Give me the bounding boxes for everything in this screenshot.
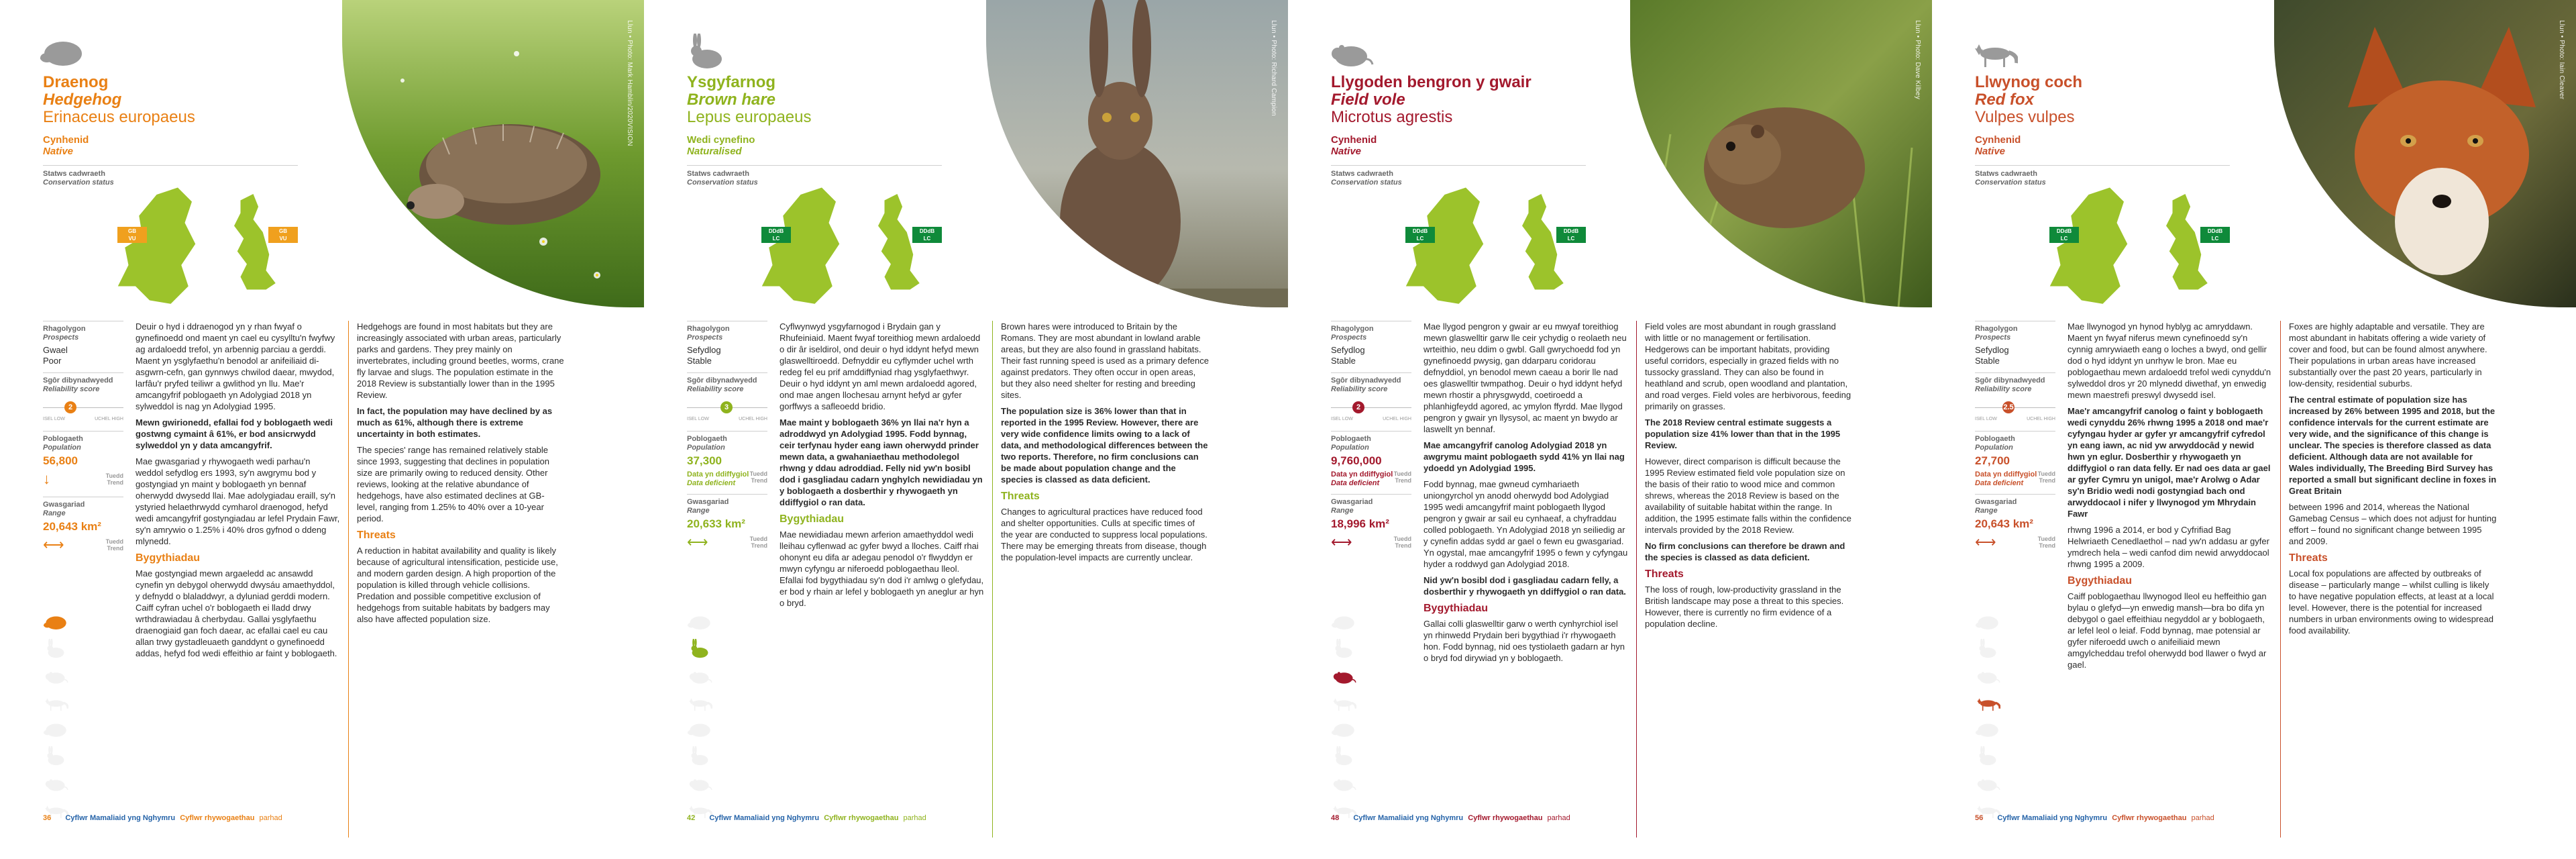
english-name: Field vole — [1331, 91, 1405, 109]
trend-label-en: Trend — [2039, 542, 2055, 549]
latin-name: Lepus europaeus — [687, 108, 812, 126]
trend-label: Tuedd — [1393, 536, 1411, 542]
trend-label: Tuedd — [105, 472, 123, 479]
range-label-en: Range — [43, 509, 66, 517]
trend-label-en: Trend — [1395, 477, 1411, 484]
range-value: 20,643 km² — [1975, 517, 2033, 530]
bold-paragraph: The population size is 36% lower than that in reported in the 1995 Review. However, there are very wide confidence limits owing to a lack of data, and methodological differences between the two reports. Therefore, no firm conclusions can be made about population change and the species is classed as data deficient. — [1001, 406, 1208, 485]
reliability-label: Sgôr dibynadwyedd — [687, 376, 757, 385]
paragraph: between 1996 and 2014, whereas the National Gamebag Census – which does not adjust for hunting effort – found no significant change between 1995 and 2009. — [2289, 502, 2497, 546]
footer — [1331, 814, 1582, 822]
gb-status-badge: GB VU — [268, 227, 298, 243]
english-name: Brown hare — [687, 91, 776, 109]
hare-icon — [1975, 746, 2000, 766]
footer — [1975, 814, 2226, 822]
fox-icon — [687, 693, 712, 713]
photo-credit: Llun • Photo: Richard Campion — [1270, 20, 1277, 116]
fox-icon — [1971, 34, 2018, 70]
section-heading: Threats — [357, 529, 396, 541]
vole-icon — [1975, 666, 2000, 686]
data-deficient-label-en: Data deficient — [1975, 479, 2024, 487]
species-page — [1288, 0, 1932, 859]
english-text-column — [1001, 321, 1209, 568]
column-divider — [348, 321, 349, 838]
population-label-en: Population — [1975, 444, 2013, 452]
status-english: Native — [1975, 146, 2006, 157]
gb-status-badge: DDdB LC — [1556, 227, 1586, 243]
reliability-label: Sgôr dibynadwyedd — [1331, 376, 1401, 385]
hedgehog-icon — [43, 612, 68, 632]
paragraph: Mae gostyngiad mewn argaeledd ac ansawdd cynefin yn debygol oherwydd dwysáu amaethyddol, y defnydd o blaladdwyr, a dyluniad gerddi modern. Caiff cyfran uchel o'r boblogaeth ei lladd drwy wrthdrawiadau â cherbydau. Gallai ysglyfaethu draenogiaid gan foch daear, ac efallai cael eu cau allan trwy gystadleuaeth ganddynt o gynefinoedd addas, hefyd fod wedi effeithio ar faint y boblogaeth. — [136, 568, 337, 658]
gb-status-badge: DDdB LC — [912, 227, 942, 243]
english-text-column — [1645, 321, 1853, 634]
fox-icon — [1331, 693, 1356, 713]
vole-icon — [1327, 34, 1374, 70]
footer — [687, 814, 938, 822]
status-welsh: Cynhenid — [1331, 134, 1377, 146]
section-heading: Threats — [1001, 491, 1040, 502]
species-icon-strip — [687, 612, 715, 827]
hare-icon — [43, 746, 68, 766]
page-number: 48 — [1331, 814, 1340, 822]
prospects-label: Rhagolygon — [687, 325, 730, 333]
hedgehog-icon — [43, 719, 68, 740]
species-title — [1331, 74, 1613, 126]
prospects-label: Rhagolygon — [43, 325, 86, 333]
paragraph: Mae llygod pengron y gwair ar eu mwyaf toreithiog mewn glaswelltir garw lle ceir ychydig o reolaeth neu wrteithio, neu ddim o gwbl. Gall gwrychoedd fod yn gynefinoedd pwysig, gan ddarparu coridorau defnyddiol, yn benodol mewn caeau a borir lle nad oes glaswelltir twmpathog. Deuir o hyd iddynt hefyd mewn rhostir a phrysgwydd, coetiroedd a phlanhigfeydd agored, ac ymylon ffyrdd. Mae llygod pengron y gwair yn llysysol, ac maent yn bwydo ar laswellt yn bennaf. — [1424, 321, 1627, 434]
arrow-both-icon: ⟷ — [1331, 534, 1352, 550]
reliability-dot: 2 — [1352, 401, 1364, 413]
reliability-dot: 2 — [64, 401, 76, 413]
species-page — [644, 0, 1288, 859]
range-label-en: Range — [687, 507, 710, 515]
scale-low: ISEL LOW — [1975, 417, 1997, 421]
english-name: Hedgehog — [43, 91, 122, 109]
population-label: Poblogaeth — [1975, 435, 2015, 443]
latin-name: Vulpes vulpes — [1975, 108, 2075, 126]
vole-icon — [43, 773, 68, 793]
prospects-value: Sefydlog — [1331, 345, 1365, 355]
species-photo — [1630, 0, 1932, 307]
population-label-en: Population — [687, 444, 725, 452]
footer-continued: parhad — [903, 814, 926, 822]
status-english: Native — [43, 146, 74, 157]
prospects-value: Sefydlog — [1975, 345, 2009, 355]
vole-icon — [1975, 773, 2000, 793]
photo-credit: Llun • Photo: Dave Kilbey — [1914, 20, 1921, 100]
species-facts — [1331, 321, 1411, 560]
paragraph: Caiff poblogaethau llwynogod lleol eu heffeithio gan bylau o glefyd—yn enwedig mansh—bra bo difa yn debygol o gael effeithiau negyddol ar y boblogaeth, ar lefel leol o leiaf. Fodd bynnag, mae potensial ar gyfer niferoedd uwch o anifeiliaid mewn amgylcheddau trefol oherwydd bod llawer o fwyd ar gael. — [2068, 591, 2267, 670]
native-status — [1331, 134, 1552, 157]
section-heading: Threats — [2289, 552, 2328, 564]
photo-credit: Llun • Photo: Iain Cleaver — [2558, 20, 2565, 100]
data-deficient-label: Data yn ddiffygiol — [687, 470, 749, 478]
reliability-dot: 3 — [720, 401, 733, 413]
population-value: 27,700 — [1975, 454, 2010, 467]
english-text-column — [2289, 321, 2497, 641]
bold-paragraph: Nid yw'n bosibl dod i gasgliadau cadarn felly, a dosberthir y rhywogaeth yn ddiffygiol o ran data. — [1424, 575, 1626, 597]
species-title — [43, 74, 325, 126]
wales-status-badge: GB VU — [117, 227, 147, 243]
vole-icon — [687, 666, 712, 686]
english-name: Red fox — [1975, 91, 2035, 109]
paragraph: Mae gwasgariad y rhywogaeth wedi parhau'n weddol sefydlog ers 1993, sy'n awgrymu bod y gostyngiad yn maint y boblogaeth yn bennaf oherwydd dwysedd llai. Mae adolygiadau eraill, sy'n ystyried helaethrwydd cymharol draenogod, hefyd wedi amcangyfrif gostyngiadau ar lefel Prydain Fawr, sy'n amrywio o 1.25% i 40% dros gyfnod o ddeng mlynedd. — [136, 456, 340, 546]
trend-label-en: Trend — [107, 479, 123, 486]
status-maps — [745, 177, 953, 308]
paragraph: Changes to agricultural practices have reduced food and shelter opportunities. Culls at specific times of the year are conducted to suppress local populations. There may be emerging threats from disease, though the population-level impacts are currently unclear. — [1001, 507, 1208, 562]
section-heading: Bygythiadau — [1424, 603, 1489, 614]
hedgehog-icon — [1975, 719, 2000, 740]
section-heading: Bygythiadau — [136, 552, 201, 564]
vole-icon — [687, 773, 712, 793]
reliability-label-en: Reliability score — [1975, 385, 2032, 393]
wales-status-badge: DDdB LC — [2049, 227, 2079, 243]
footer-section: Cyflwr rhywogaethau — [1468, 814, 1543, 822]
reliability-label-en: Reliability score — [43, 385, 100, 393]
bold-paragraph: No firm conclusions can therefore be drawn and the species is classed as data deficient. — [1645, 541, 1845, 562]
footer-section: Cyflwr rhywogaethau — [180, 814, 255, 822]
bold-paragraph: Mae'r amcangyfrif canolog o faint y boblogaeth wedi cynyddu 26% rhwng 1995 a 2018 ond mae'r cyfyngau hyder ar gyfer yr amcangyfrif cyfredol yn eang iawn, ac nid yw arwyddocâd y newid hwn yn eglur. Dosberthir y rhywogaeth yn ddiffygiol o ran data felly. Er nad oes data ar gael ar gyfer Cymru yn unigol, mae'r Arolwg o Adar sy'n Bridio wedi nodi gostyngiad bach ond arwyddocaol i nifer y llwynogod ym Mhrydain Fawr — [2068, 406, 2271, 519]
hare-icon — [687, 746, 712, 766]
paragraph: Local fox populations are affected by outbreaks of disease – particularly mange – whilst culling is likely to have negative population effects, at least at a local level. However, there is the potential for increased numbers in urban environments owing to widespread food availability. — [2289, 568, 2494, 636]
trend-label: Tuedd — [105, 538, 123, 545]
scale-high: UCHEL HIGH — [2027, 417, 2055, 421]
welsh-text-column — [1424, 321, 1628, 668]
hare-icon — [43, 639, 68, 659]
hedgehog-icon — [1331, 719, 1356, 740]
paragraph: rhwng 1996 a 2014, er bod y Cyfrifiad Bag Helwriaeth Cenedlaethol – nad yw'n addasu ar gyfer ymdrech hela – wedi canfod dim newid arwyddocaol rhwng 1995 a 2009. — [2068, 525, 2269, 569]
population-label-en: Population — [1331, 444, 1369, 452]
bold-paragraph: The central estimate of population size has increased by 26% between 1995 and 2018, but the confidence intervals for the current estimate are very wide, and the significance of this change is unclear. The species is therefore classed as data deficient. Although data are not available for Wales individually, The Breeding Bird Survey has reported a small but significant decline in foxes in Great Britain — [2289, 395, 2497, 496]
range-label: Gwasgariad — [687, 498, 729, 506]
species-icon-strip — [43, 612, 71, 827]
population-value: 9,760,000 — [1331, 454, 1382, 467]
species-page — [1932, 0, 2576, 859]
fox-icon — [43, 693, 68, 713]
trend-label: Tuedd — [749, 470, 767, 477]
paragraph: Field voles are most abundant in rough grassland with little or no management or fertilisation. Hedgerows can be important habitats, providing useful corridors, especially in grazed fields with no tussocky grassland. They can also be found in heathland and scrub, open woodland and plantation, and road verges. Field voles are herbivorous, feeding primarily on grasses. — [1645, 321, 1851, 411]
population-label: Poblogaeth — [687, 435, 727, 443]
paragraph: Deuir o hyd i ddraenogod yn y rhan fwyaf o gynefinoedd ond maent yn cael eu cysylltu'n fwyfwy ag ardaloedd trefol, yn arbennig parciau a gerddi. Maent yn ysglyfaethu'n benodol ar anifeiliaid di-asgwrn-cefn, gan gynnwys chwilod daear, mwydod, larfâu'r pryfed teiliwr a gwlithod yn llu. Mae'r amcangyfrif poblogaeth yn Adolygiad 2018 yn sylweddol is nag yn Adolygiad 1995. — [136, 321, 335, 411]
vole-icon — [1331, 666, 1356, 686]
cons-english: Conservation status — [687, 179, 758, 187]
prospects-label: Rhagolygon — [1331, 325, 1374, 333]
reliability-label: Sgôr dibynadwyedd — [43, 376, 113, 385]
vole-icon — [43, 666, 68, 686]
paragraph: However, direct comparison is difficult because the 1995 Review estimated field vole population size on the basis of their ratio to wood mice and common shrews, whereas the 2018 Review is based on the availability of suitable habitat within the range. In addition, the 1995 estimate falls within the confidence intervals provided by the 2018 Review. — [1645, 456, 1851, 535]
paragraph: Hedgehogs are found in most habitats but they are increasingly associated with urban areas, particularly parks and gardens. They prey mainly on invertebrates, including ground beetles, worms, crane fly larvae and slugs. The population estimate in the 2018 Review is substantially lower than in the 1995 Review. — [357, 321, 564, 400]
prospects-label-en: Prospects — [1331, 334, 1367, 342]
section-heading: Bygythiadau — [780, 513, 845, 525]
native-status — [43, 134, 264, 157]
latin-name: Erinaceus europaeus — [43, 108, 195, 126]
range-label: Gwasgariad — [1331, 498, 1373, 506]
footer-section: Cyflwr rhywogaethau — [2112, 814, 2187, 822]
species-title — [687, 74, 969, 126]
welsh-name: Ysgyfarnog — [687, 73, 776, 91]
welsh-name: Draenog — [43, 73, 109, 91]
welsh-text-column — [2068, 321, 2272, 675]
paragraph: Fodd bynnag, mae gwneud cymhariaeth uniongyrchol yn anodd oherwydd bod Adolygiad 1995 wedi amcangyfrif maint poblogaeth llygod pengron y gwair ar sail eu cynhaeaf, a chyfraddau colled poblogaeth. Yn Adolygiad 2018 yn seiliedig ar y cynefin addas sydd ar gael o fewn eu gwasgariad. Yn ogystal, mae amcangyfrif 1995 o fewn y cyfyngau hyder a roddwyd gan Adolygiad 2018. — [1424, 479, 1628, 569]
page-number: 36 — [43, 814, 52, 822]
reliability-scale — [1331, 398, 1411, 425]
footer-section: Cyflwr rhywogaethau — [824, 814, 899, 822]
vole-icon — [1331, 773, 1356, 793]
welsh-name: Llwynog coch — [1975, 73, 2083, 91]
prospects-value: Gwael — [43, 345, 68, 355]
trend-label-en: Trend — [751, 542, 767, 549]
scale-high: UCHEL HIGH — [739, 417, 767, 421]
reliability-scale — [687, 398, 767, 425]
reliability-label: Sgôr dibynadwyedd — [1975, 376, 2045, 385]
hedgehog-icon — [1975, 612, 2000, 632]
bold-paragraph: The 2018 Review central estimate suggests a population size 41% lower than that in the 1995 Review. — [1645, 417, 1841, 450]
paragraph: Gallai colli glaswelltir garw o werth cynhyrchiol isel yn rhinwedd Prydain beri bygythiad i'r rhywogaeth hon. Fodd bynnag, nid oes tystiolaeth gadarn ar hyn o bryd fod dirywiad yn y boblogaeth. — [1424, 619, 1625, 663]
trend-label-en: Trend — [2039, 477, 2055, 484]
status-english: Native — [1331, 146, 1362, 157]
species-photo — [986, 0, 1288, 307]
paragraph: Mae newidiadau mewn arferion amaethyddol wedi lleihau cyflenwad ac gyfer bwyd a lloches. Caiff rhai ohonynt eu difa ar adegau penodol o'r flwyddyn er mwyn cyfyngu ar niferoedd poblogaethau lleol. Efallai fod bygythiadau sy'n dod i'r amlwg o glefydau, er bod y rhain ar lefel y boblogaeth yn aneglur ar hyn o bryd. — [780, 529, 984, 608]
range-label: Gwasgariad — [43, 501, 85, 509]
population-label-en: Population — [43, 444, 81, 452]
section-heading: Threats — [1645, 568, 1684, 580]
welsh-text-column — [136, 321, 340, 664]
population-value: 37,300 — [687, 454, 722, 467]
prospects-value-en: Stable — [1331, 356, 1356, 366]
footer-continued: parhad — [1547, 814, 1570, 822]
reliability-dot: 2.5 — [2002, 401, 2015, 413]
trend-label-en: Trend — [1395, 542, 1411, 549]
range-value: 20,633 km² — [687, 517, 745, 530]
range-label: Gwasgariad — [1975, 498, 2017, 506]
bold-paragraph: Mae maint y boblogaeth 36% yn llai na'r hyn a adroddwyd yn Adolygiad 1995. Fodd bynnag, ceir terfynau hyder eang iawn oherwydd prinder mewn data, a gwahaniaethau methodolegol rhwng y ddau adroddiad. Felly nid yw'n bosibl dod i gasgliadau cadarn ynghylch newidiadau yn y boblogaeth a dosberthir y rhywogaeth yn ddiffygiol o ran data. — [780, 417, 983, 507]
scale-low: ISEL LOW — [1331, 417, 1353, 421]
paragraph: Cyflwynwyd ysgyfarnogod i Brydain gan y Rhufeiniaid. Maent fwyaf toreithiog mewn ardaloedd o dir âr iseldirol, ond deuir o hyd iddynt hefyd mewn glaswelltiroedd. Defnyddir eu cyflymder uchel wrth redeg fel eu prif amddiffyniad rhag ysglyfaethwyr. Deuir o hyd iddynt yn aml mewn ardaloedd agored, ond mae angen llochesau arnynt hefyd ar gyfer gorffwys a safleoedd bridio. — [780, 321, 981, 411]
cons-welsh: Statws cadwraeth — [1331, 170, 1393, 178]
paragraph: Foxes are highly adaptable and versatile. They are most abundant in habitats offering a wide variety of cover and food, but can be found almost anywhere. Their populations in urban areas have increased substantially over the past 20 years, particularly in low-density, residential suburbs. — [2289, 321, 2487, 389]
hedgehog-icon — [1331, 612, 1356, 632]
column-divider — [2280, 321, 2281, 838]
trend-label: Tuedd — [2037, 470, 2055, 477]
bold-paragraph: In fact, the population may have declined by as much as 61%, although there is extreme uncertainty in both estimates. — [357, 406, 553, 439]
arrow-both-icon: ⟷ — [43, 536, 64, 553]
fox-icon — [1975, 693, 2000, 713]
hedgehog-icon — [687, 612, 712, 632]
species-title — [1975, 74, 2257, 126]
footer-continued: parhad — [259, 814, 282, 822]
page-number: 42 — [687, 814, 696, 822]
hedgehog-icon — [687, 719, 712, 740]
reliability-scale — [1975, 398, 2055, 425]
column-divider — [992, 321, 993, 838]
range-label-en: Range — [1331, 507, 1354, 515]
cons-welsh: Statws cadwraeth — [687, 170, 749, 178]
trend-label: Tuedd — [749, 536, 767, 542]
prospects-value-en: Poor — [43, 356, 62, 366]
photo-credit: Llun • Photo: Mark Hamblin/2020VISION — [626, 20, 633, 146]
population-value: 56,800 — [43, 454, 78, 467]
prospects-value: Sefydlog — [687, 345, 721, 355]
data-deficient-label: Data yn ddiffygiol — [1331, 470, 1393, 478]
gb-status-badge: DDdB LC — [2200, 227, 2230, 243]
reliability-label-en: Reliability score — [687, 385, 744, 393]
trend-label: Tuedd — [2037, 536, 2055, 542]
arrow-both-icon: ⟷ — [687, 534, 708, 550]
species-facts — [1975, 321, 2055, 560]
arrow-down-icon: ↓ — [43, 470, 50, 487]
native-status — [1975, 134, 2196, 157]
prospects-label-en: Prospects — [1975, 334, 2011, 342]
data-deficient-label-en: Data deficient — [687, 479, 736, 487]
hare-icon — [1331, 639, 1356, 659]
bold-paragraph: Mewn gwirionedd, efallai fod y boblogaeth wedi gostwng cymaint â 61%, er bod ansicrwydd sylweddol yn y data amcangyfrif. — [136, 417, 333, 450]
scale-low: ISEL LOW — [687, 417, 709, 421]
status-maps — [101, 177, 309, 308]
status-maps — [1389, 177, 1597, 308]
footer-title: Cyflwr Mamaliaid yng Nghymru — [709, 814, 820, 822]
native-status — [687, 134, 908, 157]
footer-title: Cyflwr Mamaliaid yng Nghymru — [1997, 814, 2108, 822]
status-welsh: Wedi cynefino — [687, 134, 755, 146]
welsh-text-column — [780, 321, 984, 613]
scale-high: UCHEL HIGH — [95, 417, 123, 421]
paragraph: Mae llwynogod yn hynod hyblyg ac amryddawn. Maent yn fwyaf niferus mewn cynefinoedd sy'n cynnig amrywiaeth eang o loches a bwyd, ond gellir dod o hyd iddynt yn unrhyw le bron. Mae eu poblogaethau mewn ardaloedd trefol wedi cynyddu'n sylweddol dros yr 20 mlynedd diwethaf, yn enwedig mewn maestrefi preswyl dwysedd isel. — [2068, 321, 2271, 400]
english-text-column — [357, 321, 565, 629]
cons-welsh: Statws cadwraeth — [1975, 170, 2037, 178]
scale-high: UCHEL HIGH — [1383, 417, 1411, 421]
cons-english: Conservation status — [1331, 179, 1402, 187]
trend-label: Tuedd — [1393, 470, 1411, 477]
prospects-label-en: Prospects — [687, 334, 723, 342]
cons-english: Conservation status — [1975, 179, 2046, 187]
species-icon-strip — [1331, 612, 1359, 827]
range-value: 20,643 km² — [43, 520, 101, 533]
prospects-label-en: Prospects — [43, 334, 79, 342]
hare-icon — [687, 639, 712, 659]
species-photo — [2274, 0, 2576, 307]
cons-welsh: Statws cadwraeth — [43, 170, 105, 178]
species-photo — [342, 0, 644, 307]
page-number: 56 — [1975, 814, 1984, 822]
status-maps — [2033, 177, 2241, 308]
prospects-value-en: Stable — [1975, 356, 2000, 366]
column-divider — [1636, 321, 1637, 838]
species-facts — [687, 321, 767, 560]
population-label: Poblogaeth — [1331, 435, 1371, 443]
hare-icon — [683, 34, 730, 70]
footer-title: Cyflwr Mamaliaid yng Nghymru — [65, 814, 176, 822]
prospects-label: Rhagolygon — [1975, 325, 2018, 333]
prospects-value-en: Stable — [687, 356, 712, 366]
species-page — [0, 0, 644, 859]
status-welsh: Cynhenid — [43, 134, 89, 146]
status-english: Naturalised — [687, 146, 742, 157]
hedgehog-icon — [39, 34, 86, 70]
wales-status-badge: DDdB LC — [1405, 227, 1435, 243]
welsh-name: Llygoden bengron y gwair — [1331, 73, 1532, 91]
cons-english: Conservation status — [43, 179, 114, 187]
hare-icon — [1331, 746, 1356, 766]
reliability-scale — [43, 398, 123, 425]
data-deficient-label: Data yn ddiffygiol — [1975, 470, 2037, 478]
latin-name: Microtus agrestis — [1331, 108, 1453, 126]
trend-label-en: Trend — [107, 545, 123, 552]
paragraph: Brown hares were introduced to Britain by the Romans. They are most abundant in lowland arable areas, but they are also found in grassland habitats. Their fast running speed is used as a primary defence against predators. They often occur in open areas, but they also need shelter for resting and breeding sites. — [1001, 321, 1210, 400]
scale-low: ISEL LOW — [43, 417, 65, 421]
footer — [43, 814, 294, 822]
range-label-en: Range — [1975, 507, 1998, 515]
hare-icon — [1975, 639, 2000, 659]
section-heading: Bygythiadau — [2068, 575, 2133, 587]
trend-label-en: Trend — [751, 477, 767, 484]
bold-paragraph: Mae amcangyfrif canolog Adolygiad 2018 yn awgrymu maint poblogaeth sydd 41% yn llai nag ydoedd yn Adolygiad 1995. — [1424, 440, 1625, 473]
paragraph: The loss of rough, low-productivity grassland in the British landscape may pose a threat to this species. However, there is currently no firm evidence of a population decline. — [1645, 585, 1844, 629]
paragraph: The species' range has remained relatively stable since 1993, suggesting that declines in population size are primarily owing to reduced density. Other reviews, looking at the relative abundance of hedgehogs, have also estimated declines at GB-level, ranging from 1.25% to 40% over a 10-year period. — [357, 445, 549, 523]
range-value: 18,996 km² — [1331, 517, 1389, 530]
arrow-both-icon: ⟷ — [1975, 534, 1996, 550]
species-facts — [43, 321, 123, 562]
reliability-label-en: Reliability score — [1331, 385, 1388, 393]
footer-title: Cyflwr Mamaliaid yng Nghymru — [1353, 814, 1464, 822]
footer-continued: parhad — [2191, 814, 2214, 822]
status-welsh: Cynhenid — [1975, 134, 2021, 146]
data-deficient-label-en: Data deficient — [1331, 479, 1380, 487]
wales-status-badge: DDdB LC — [761, 227, 791, 243]
population-label: Poblogaeth — [43, 435, 83, 443]
species-icon-strip — [1975, 612, 2003, 827]
paragraph: A reduction in habitat availability and quality is likely because of agricultural intensification, pesticide use, and modern garden design. A high proportion of the population is killed through vehicle collisions. Predation and possible competitive exclusion of hedgehogs from suitable habitats by badgers may also have affected population size. — [357, 546, 558, 624]
